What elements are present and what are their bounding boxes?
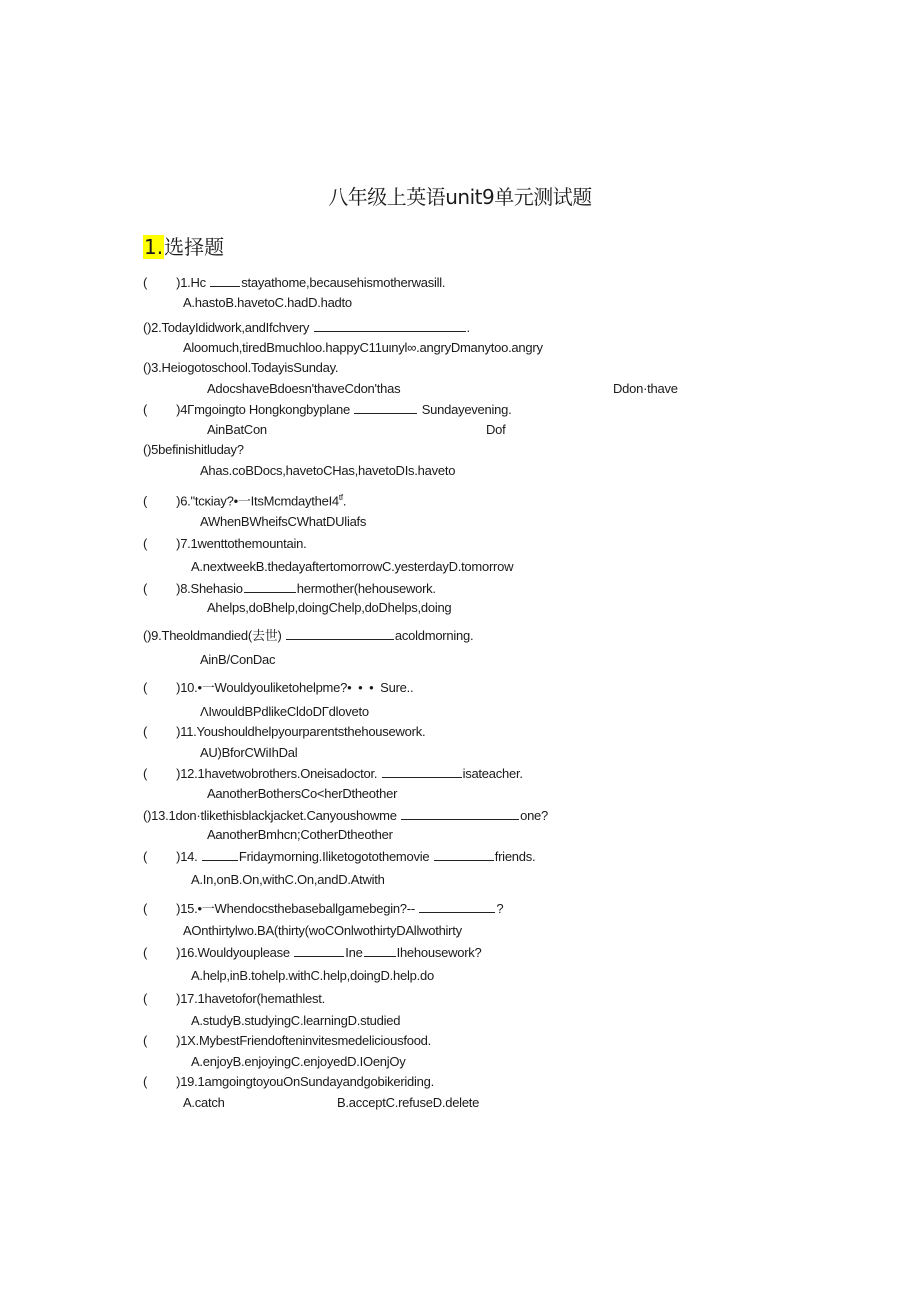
question-11: ( )11.Youshouldhelpyourparentsthehousework. <box>143 724 426 739</box>
section-number: 1. <box>144 235 164 259</box>
question-19-options-rest: B.acceptC.refuseD.delete <box>337 1095 480 1110</box>
answer-blank <box>419 900 495 913</box>
question-1-options: A.hastoB.havetoC.hadD.hadto <box>183 295 352 310</box>
question-9: ()9.Theoldmandied(去世) acoldmorning. <box>143 628 474 643</box>
question-11-options: AU)BforCWiIhDal <box>200 745 298 760</box>
answer-blank <box>382 765 462 778</box>
question-19: ( )19.1amgoingtoyouOnSundayandgobikeriding. <box>143 1074 434 1089</box>
section-label: 选择题 <box>164 235 225 259</box>
question-15: ( )15.•一Whendocsthebaseballgamebegin?-- ? <box>143 901 504 916</box>
question-12-options: AanotherBothersCo<herDtheother <box>207 786 398 801</box>
question-1: ( )1.Hc stayathome,becausehismotherwasill. <box>143 275 446 290</box>
question-14-options: A.In,onB.On,withC.On,andD.Atwith <box>191 872 385 887</box>
question-12: ( )12.1havetwobrothers.Oneisadoctor. isateacher. <box>143 766 523 781</box>
question-10: ( )10.•一Wouldyouliketohelpme?• • • Sure.. <box>143 680 414 695</box>
question-9-options: AinB/ConDac <box>200 652 276 667</box>
question-6: ( )6."tcκiay?•一$ItsMcmdaytheI4^{tf}$. <box>143 493 347 509</box>
question-15-options: AOnthirtylwo.BA(thirty(woCOnlwothirtyDAllwothirty <box>183 923 462 938</box>
question-4-options: AinBatCon <box>207 422 267 437</box>
answer-blank <box>210 274 240 287</box>
question-13-options: AanotherBmhcn;CotherDtheother <box>207 827 393 842</box>
section-heading <box>143 231 224 260</box>
answer-blank <box>294 944 344 957</box>
question-8-options: Ahelps,doBhelp,doingChelp,doDhelps,doing <box>207 600 452 615</box>
answer-blank <box>244 580 296 593</box>
answer-blank <box>434 848 494 861</box>
answer-blank <box>202 848 238 861</box>
answer-blank <box>314 319 466 332</box>
question-5: ()5befinishitluday? <box>143 442 244 457</box>
question-19-options: A.catch <box>183 1095 225 1110</box>
question-5-options: Ahas.coBDocs,havetoCHas,havetoDIs.haveto <box>200 463 456 478</box>
question-17: ( )17.1havetofor(hemathlest. <box>143 991 325 1006</box>
question-16-options: A.help,inB.tohelp.withC.help,doingD.help.do <box>191 968 434 983</box>
question-6-options: AWhenBWheifsCWhatDUliafs <box>200 514 367 529</box>
answer-blank <box>401 807 519 820</box>
question-3: ()3.Heiogotoschool.TodayisSunday. <box>143 360 339 375</box>
question-7-options: A.nextweekB.thedayaftertomorrowC.yesterdayD.tomorrow <box>191 559 514 574</box>
question-17-options: A.studyB.studyingC.learningD.studied <box>191 1013 401 1028</box>
question-4: ( )4Γmgoingto Hongkongbyplane Sundayevening. <box>143 402 512 417</box>
question-13: ()13.1don·tlikethisblackjacket.Canyoushowme one? <box>143 808 549 823</box>
question-10-options: ΛIwouldBPdlikeCldoDΓdloveto <box>200 704 369 719</box>
question-4-option-d: Dof <box>486 422 506 437</box>
answer-blank <box>286 627 394 640</box>
question-16: ( )16.Wouldyouplease Ine Ihehousework? <box>143 945 482 960</box>
question-14: ( )14. Fridaymorning.Iliketogotothemovie friends. <box>143 849 536 864</box>
question-18: ( )1X.MybestFriendofteninvitesmedeliciousfood. <box>143 1033 432 1048</box>
answer-blank <box>354 401 417 414</box>
question-2: ()2.TodayIdidwork,andIfchvery . <box>143 320 470 335</box>
page-title: 八年级上英语unit9单元测试题 <box>328 185 592 209</box>
question-8: ( )8.Shehasio hermother(hehousework. <box>143 581 436 596</box>
question-3-options: AdocshaveBdoesn'thaveCdon'thas <box>207 381 401 396</box>
answer-blank <box>364 944 396 957</box>
question-2-options: Aloomuch,tiredBmuchloo.happyC11uιnyl∞.angryDmanytoo.angry <box>183 340 543 355</box>
question-3-option-d: Ddon·thave <box>613 381 678 396</box>
question-7: ( )7.1wenttothemountain. <box>143 536 307 551</box>
question-18-options: A.enjoyB.enjoyingC.enjoyedD.IOenjOy <box>191 1054 406 1069</box>
